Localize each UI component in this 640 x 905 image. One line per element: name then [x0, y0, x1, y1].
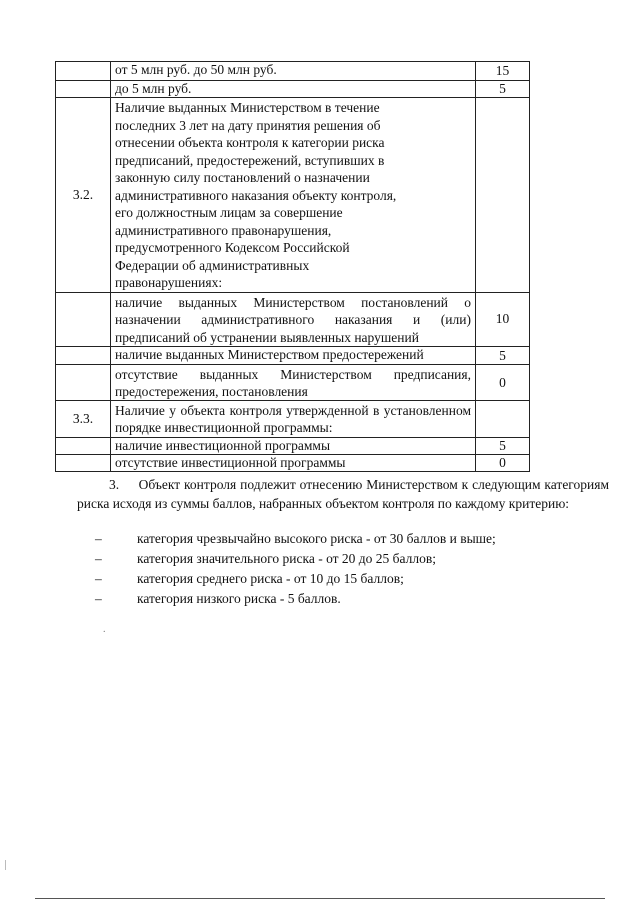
row-number-cell [56, 438, 111, 455]
criterion-text-cell: до 5 млн руб. [111, 81, 476, 98]
row-number-cell [56, 347, 111, 365]
criterion-text-cell: от 5 млн руб. до 50 млн руб. [111, 62, 476, 81]
score-cell: 5 [476, 438, 530, 455]
criterion-text-cell: наличие инвестиционной программы [111, 438, 476, 455]
page-bottom-rule [35, 898, 605, 899]
list-item [95, 569, 496, 589]
list-item [95, 529, 496, 549]
list-item-text: категория среднего риска - от 10 до 15 баллов; [137, 571, 404, 586]
score-cell [476, 401, 530, 438]
criterion-text-cell: отсутствие выданных Министерством предписания, предостережения, постановления [111, 365, 476, 401]
risk-category-paragraph: 3. Объект контроля подлежит отнесению Министерством к следующим категориям риска исходя из суммы баллов, набранных объектом контроля по каждому критерию: [77, 477, 613, 511]
score-cell: 10 [476, 292, 530, 347]
row-number-cell [56, 455, 111, 472]
row-number-cell [56, 292, 111, 347]
table-row [56, 455, 530, 472]
table-row [56, 401, 530, 438]
criterion-text-cell: Наличие у объекта контроля утвержденной в установленном порядке инвестиционной программы: [111, 401, 476, 438]
dash-bullet: – [95, 551, 102, 566]
row-number-cell [56, 81, 111, 98]
table-row [56, 347, 530, 365]
list-item-text: категория чрезвычайно высокого риска - от 30 баллов и выше; [137, 531, 496, 546]
row-number-cell: 3.3. [56, 401, 111, 438]
dash-bullet: – [95, 591, 102, 606]
row-number-cell [56, 62, 111, 81]
table-row [56, 365, 530, 401]
list-item [95, 549, 496, 569]
criterion-text-cell: наличие выданных Министерством предостережений [111, 347, 476, 365]
list-item-text: категория низкого риска - 5 баллов. [137, 591, 341, 606]
criteria-table [55, 61, 530, 472]
criterion-text-cell: Наличие выданных Министерством в течение последних 3 лет на дату принятия решения об отнесении объекта контроля к категории риска предписаний, предостережений, вступивших в законную силу постановлений о назначении административного наказания объекту контроля, его должностным лицам за совершение административного правонарушения, предусмотренного Кодексом Российской Федерации об административных правонарушениях: [111, 98, 476, 293]
table-row [56, 292, 530, 347]
dash-bullet: – [95, 571, 102, 586]
dash-bullet: – [95, 531, 102, 546]
list-item [95, 589, 496, 609]
criterion-text-cell: наличие выданных Министерством постановлений о назначении административного наказания и (или) предписаний об устранении выявленных нарушений [111, 292, 476, 347]
table-row [56, 98, 530, 293]
scan-edge-mark [5, 860, 6, 870]
score-cell: 15 [476, 62, 530, 81]
row-number-cell: 3.2. [56, 98, 111, 293]
score-cell [476, 98, 530, 293]
score-cell: 5 [476, 81, 530, 98]
risk-category-list [95, 529, 496, 609]
score-cell: 0 [476, 365, 530, 401]
criterion-text-cell: отсутствие инвестиционной программы [111, 455, 476, 472]
stray-mark: . [103, 624, 106, 635]
list-item-text: категория значительного риска - от 20 до 25 баллов; [137, 551, 436, 566]
table-row [56, 81, 530, 98]
score-cell: 0 [476, 455, 530, 472]
table-row [56, 438, 530, 455]
score-cell: 5 [476, 347, 530, 365]
row-number-cell [56, 365, 111, 401]
table-row [56, 62, 530, 81]
